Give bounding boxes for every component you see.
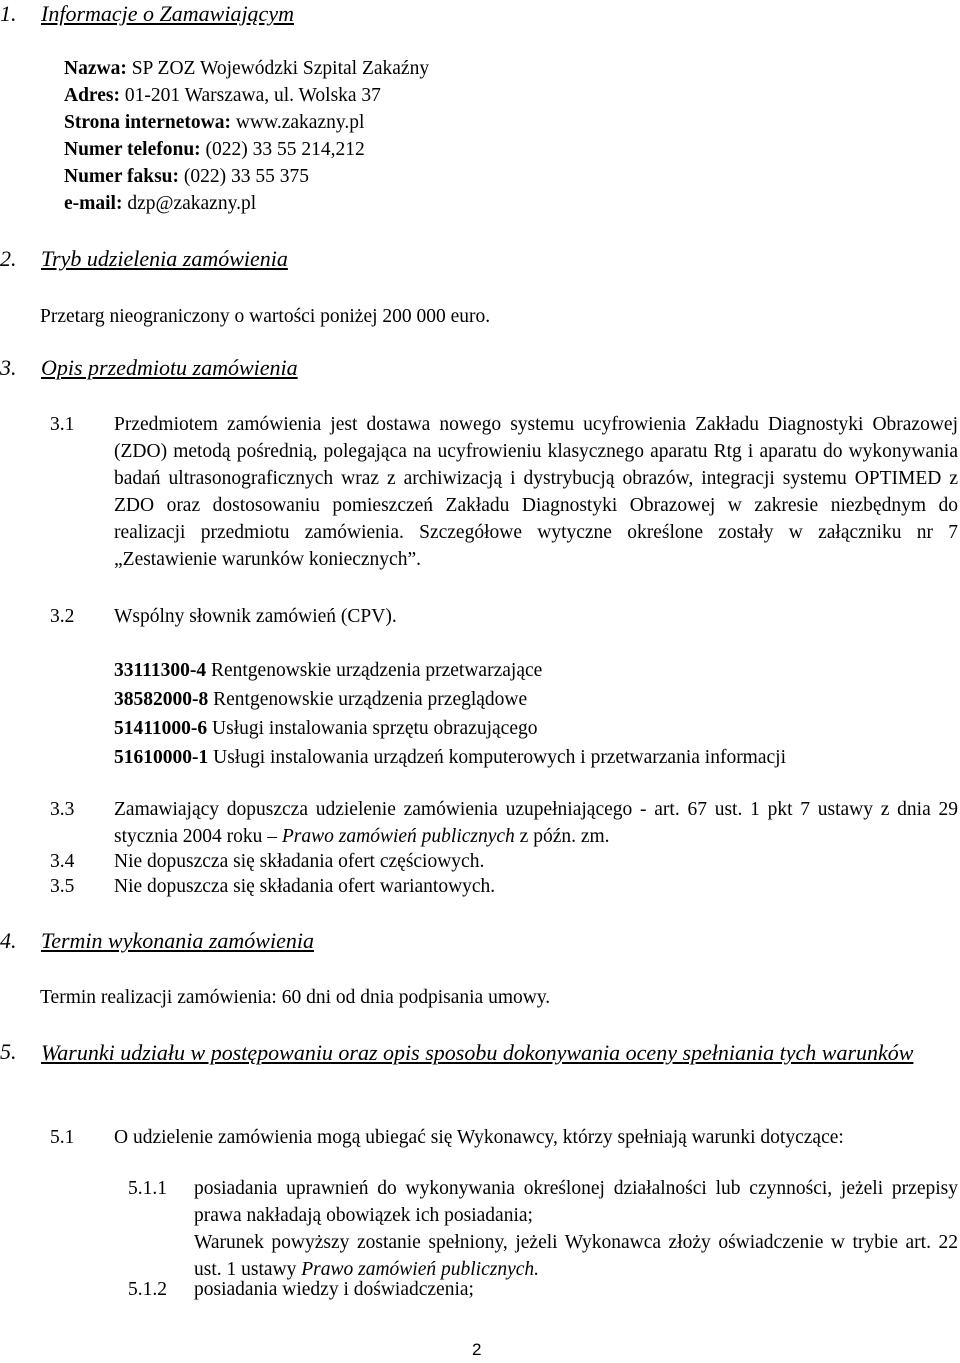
contact-address-value: 01-201 Warszawa, ul. Wolska 37 — [119, 85, 381, 106]
contact-name-label: Nazwa: — [64, 58, 127, 79]
item-5-1-1-condition-text: Warunek powyższy zostanie spełniony, jeżeli Wykonawca złoży oświadczenie w trybie art. 22 ust. 1 ustawy — [194, 1232, 958, 1280]
cpv-description: Rentgenowskie urządzenia przetwarzające — [206, 660, 543, 681]
cpv-code: 51610000-1 — [114, 747, 209, 768]
item-3-3-number: 3.3 — [50, 799, 75, 820]
item-5-1-2-text: posiadania wiedzy i doświadczenia; — [194, 1279, 474, 1300]
section-3-heading — [0, 354, 500, 381]
cpv-description: Usługi instalowania urządzeń komputerowych i przetwarzania informacji — [208, 747, 786, 768]
section-4-number: 4. — [0, 928, 17, 953]
section-5-number: 5. — [0, 1039, 17, 1064]
item-3-1-text: Przedmiotem zamówienia jest dostawa nowego systemu ucyfrowienia Zakładu Diagnostyki Obrazowej (ZDO) metodą pośrednią, polegająca na ucyfrowieniu klasycznego aparatu Rtg i aparatu do wykonywania badań ultrasonograficznych wraz z archiwizacją i dystrybucją obrazów, integracji systemu OPTIMED z ZDO oraz dostosowaniu pomieszczeń Zakładu Diagnostyki Obrazowej w zakresie niezbędnym do realizacji przedmiotu zamówienia. Szczegółowe wytyczne określone zostały w załączniku nr 7 „Zestawienie warunków koniecznych”. — [114, 414, 958, 570]
section-3-number: 3. — [0, 355, 17, 380]
contact-website — [64, 109, 664, 136]
item-3-3-law-title: Prawo zamówień publicznych — [281, 826, 515, 847]
item-3-3-text — [114, 796, 958, 850]
section-4-heading — [0, 927, 500, 954]
cpv-description: Usługi instalowania sprzętu obrazującego — [207, 718, 538, 739]
section-2-text: Przetarg nieograniczony o wartości poniżej 200 000 euro. — [40, 306, 491, 327]
item-3-2-text: Wspólny słownik zamówień (CPV). — [114, 606, 397, 627]
contact-phone-label: Numer telefonu: — [64, 139, 201, 160]
contact-email-label: e-mail: — [64, 193, 123, 214]
item-3-1-number: 3.1 — [50, 414, 75, 435]
section-3-title: Opis przedmiotu zamówienia — [41, 355, 298, 380]
item-3-2-number: 3.2 — [50, 606, 75, 627]
item-5-1-1-text — [194, 1175, 958, 1283]
contact-fax — [64, 163, 664, 190]
cpv-code: 33111300-4 — [114, 660, 207, 681]
item-3-5-number: 3.5 — [50, 876, 75, 897]
section-2-title: Tryb udzielenia zamówienia — [41, 246, 288, 271]
contact-phone — [64, 136, 664, 163]
section-4-title: Termin wykonania zamówienia — [41, 928, 314, 953]
cpv-list — [114, 656, 960, 772]
page-number: 2 — [472, 1340, 482, 1359]
item-3-3-text-main: Zamawiający dopuszcza udzielenie zamówienia uzupełniającego - art. 67 ust. 1 pkt 7 ustawy z dnia 29 stycznia 2004 roku – — [114, 799, 958, 847]
contact-block — [64, 55, 664, 217]
item-5-1-1-number: 5.1.1 — [128, 1178, 167, 1199]
contact-address-label: Adres: — [64, 85, 120, 106]
cpv-code: 38582000-8 — [114, 689, 209, 710]
item-3-4-number: 3.4 — [50, 851, 75, 872]
section-2-heading — [0, 245, 500, 272]
section-5-heading — [0, 1038, 960, 1065]
cpv-code: 51411000-6 — [114, 718, 208, 739]
contact-website-value: www.zakazny.pl — [231, 112, 365, 133]
contact-fax-label: Numer faksu: — [64, 166, 180, 187]
contact-email — [64, 190, 664, 217]
item-3-3-text-tail: z późn. zm. — [514, 826, 610, 847]
item-3-4-text: Nie dopuszcza się składania ofert częściowych. — [114, 851, 485, 872]
item-5-1-2-number: 5.1.2 — [128, 1279, 167, 1300]
contact-fax-value: (022) 33 55 375 — [179, 166, 310, 187]
section-5-title: Warunki udziału w postępowaniu oraz opis sposobu dokonywania oceny spełniania tych warunków — [41, 1040, 914, 1065]
item-5-1-1-main: posiadania uprawnień do wykonywania określonej działalności lub czynności, jeżeli przepisy prawa nakładają obowiązek ich posiadania; — [194, 1178, 958, 1226]
contact-phone-value: (022) 33 55 214,212 — [200, 139, 365, 160]
contact-website-label: Strona internetowa: — [64, 112, 231, 133]
item-5-1-1-law-title: Prawo zamówień publicznych. — [301, 1259, 540, 1280]
item-5-1-text: O udzielenie zamówienia mogą ubiegać się Wykonawcy, którzy spełniają warunki dotyczące: — [114, 1127, 844, 1148]
cpv-description: Rentgenowskie urządzenia przeglądowe — [208, 689, 528, 710]
contact-name-value: SP ZOZ Wojewódzki Szpital Zakaźny — [126, 58, 430, 79]
item-5-1-number: 5.1 — [50, 1127, 75, 1148]
item-3-5-text: Nie dopuszcza się składania ofert wariantowych. — [114, 876, 496, 897]
contact-email-value: dzp@zakazny.pl — [122, 193, 257, 214]
section-1-number: 1. — [0, 1, 17, 26]
cpv-item — [114, 685, 960, 714]
cpv-item — [114, 743, 960, 772]
item-5-1-1-condition — [194, 1229, 958, 1283]
section-2-number: 2. — [0, 246, 17, 271]
section-4-text: Termin realizacji zamówienia: 60 dni od dnia podpisania umowy. — [40, 987, 551, 1008]
contact-address — [64, 82, 664, 109]
section-1-heading — [0, 0, 400, 27]
section-1-title: Informacje o Zamawiającym — [41, 1, 294, 26]
cpv-item — [114, 656, 960, 685]
cpv-item — [114, 714, 960, 743]
contact-name — [64, 55, 664, 82]
